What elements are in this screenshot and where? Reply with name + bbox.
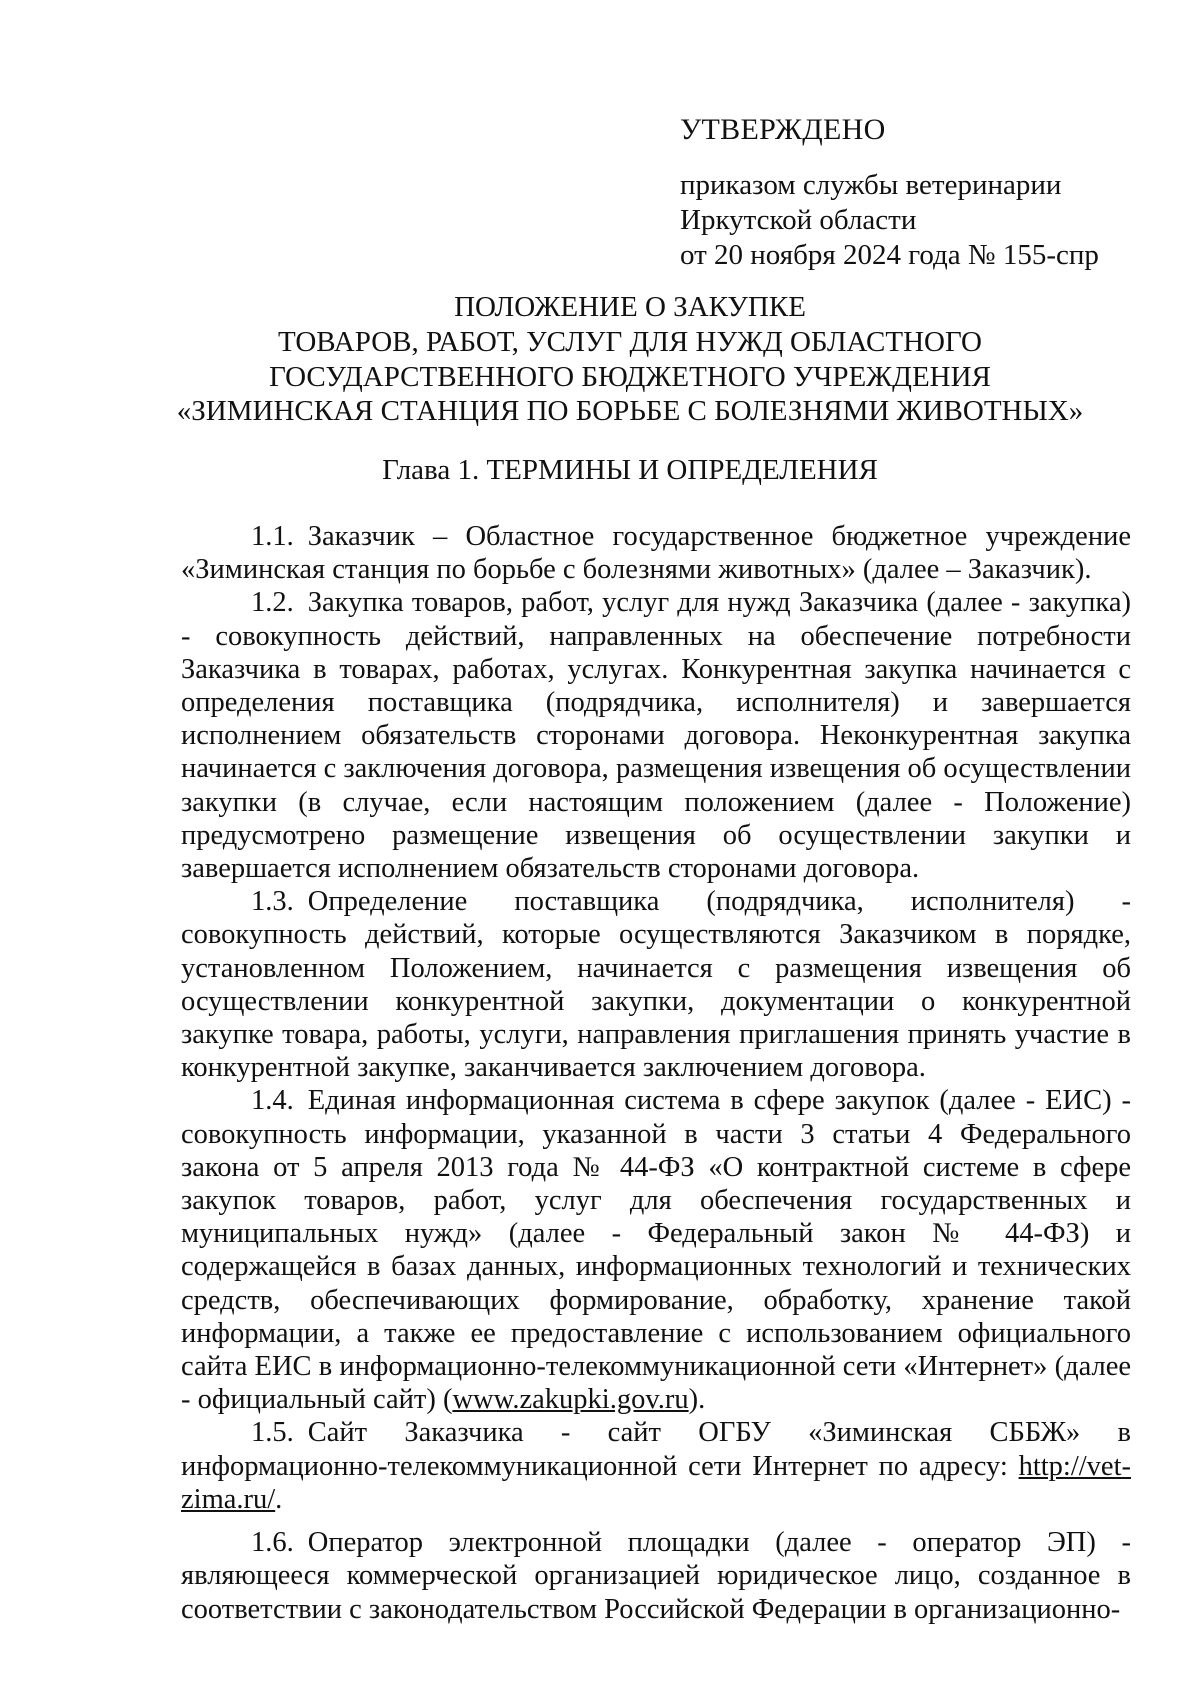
paragraph-number: 1.3. <box>251 886 294 918</box>
document-body <box>181 520 1131 1626</box>
paragraph-number: 1.5. <box>251 1417 294 1449</box>
chapter-heading: Глава 1. ТЕРМИНЫ И ОПРЕДЕЛЕНИЯ <box>382 454 878 486</box>
paragraph-tail: . <box>275 1483 283 1515</box>
paragraph-text: Единая информационная система в сфере закупок (далее - ЕИС) - совокупность информации, указанной в части 3 статьи 4 Федерального закона от 5 апреля 2013 года № 44-ФЗ «О контрактной системе в сфере закупок товаров, работ, услуг для обеспечения государственных и муниципальных нужд» (далее - Федеральный закон № 44-ФЗ) и содержащейся в базах данных, информационных технологий и технических средств, обеспечивающих формирование, обработку, хранение такой информации, а также ее предоставление с использованием официального сайта ЕИС в информационно-телекоммуникационной сети «Интернет» (далее - официальный сайт) ( <box>181 1085 1131 1416</box>
paragraph-1-1 <box>181 520 1131 586</box>
paragraph-text: Заказчик – Областное государственное бюджетное учреждение «Зиминская станция по борьбе с болезнями животных» (далее – Заказчик). <box>181 521 1131 586</box>
title-line-3: ГОСУДАРСТВЕННОГО БЮДЖЕТНОГО УЧРЕЖДЕНИЯ <box>269 360 991 393</box>
paragraph-number: 1.6. <box>251 1527 294 1559</box>
paragraph-text: Сайт Заказчика - сайт ОГБУ «Зиминская СББЖ» в информационно-телекоммуникационной сети Интернет по адресу: <box>181 1417 1131 1482</box>
approval-stamp <box>680 112 1140 272</box>
approval-line-1: приказом службы ветеринарии <box>680 169 1062 201</box>
approval-heading: УТВЕРЖДЕНО <box>680 113 886 146</box>
paragraph-1-6 <box>181 1526 1131 1626</box>
paragraph-1-3 <box>181 885 1131 1084</box>
customer-site-link[interactable]: http://vet-zima.ru/ <box>181 1450 1131 1515</box>
paragraph-number: 1.1. <box>251 521 294 552</box>
paragraph-number: 1.4. <box>251 1085 294 1117</box>
paragraph-text: Определение поставщика (подрядчика, исполнителя) - совокупность действий, которые осуществляются Заказчиком в порядке, установленном Положением, начинается с размещения извещения об осуществлении конкурентной закупки, документации о конкурентной закупке товара, работы, услуги, направления приглашения принять участие в конкурентной закупке, заканчивается заключением договора. <box>181 886 1131 1084</box>
document-title <box>150 290 1110 429</box>
paragraph-1-2 <box>181 586 1131 885</box>
paragraph-1-5 <box>181 1416 1131 1516</box>
zakupki-link[interactable]: www.zakupki.gov.ru <box>452 1384 689 1416</box>
title-line-4: «ЗИМИНСКАЯ СТАНЦИЯ ПО БОРЬБЕ С БОЛЕЗНЯМИ ЖИВОТНЫХ» <box>176 395 1084 428</box>
approval-line-2: Иркутской области <box>680 203 917 236</box>
paragraph-1-4 <box>181 1084 1131 1416</box>
paragraph-text: Оператор электронной площадки (далее - оператор ЭП) - являющееся коммерческой организацией юридическое лицо, созданное в соответствии с законодательством Российской Федерации в организационно- <box>181 1527 1131 1625</box>
paragraph-number: 1.2. <box>251 587 294 619</box>
title-line-2: ТОВАРОВ, РАБОТ, УСЛУГ ДЛЯ НУЖД ОБЛАСТНОГО <box>278 325 982 358</box>
paragraph-text: Закупка товаров, работ, услуг для нужд Заказчика (далее - закупка) - совокупность действий, направленных на обеспечение потребности Заказчика в товарах, работах, услугах. Конкурентная закупка начинается с определения поставщика (подрядчика, исполнителя) и завершается исполнением обязательств сторонами договора. Неконкурентная закупка начинается с заключения договора, размещения извещения об осуществлении закупки (в случае, если настоящим положением (далее - Положение) предусмотрено размещение извещения об осуществлении закупки и завершается исполнением обязательств сторонами договора. <box>181 587 1131 885</box>
paragraph-tail: ). <box>688 1384 706 1416</box>
approval-line-3: от 20 ноября 2024 года № 155-спр <box>680 238 1099 271</box>
title-line-1: ПОЛОЖЕНИЕ О ЗАКУПКЕ <box>454 291 806 323</box>
